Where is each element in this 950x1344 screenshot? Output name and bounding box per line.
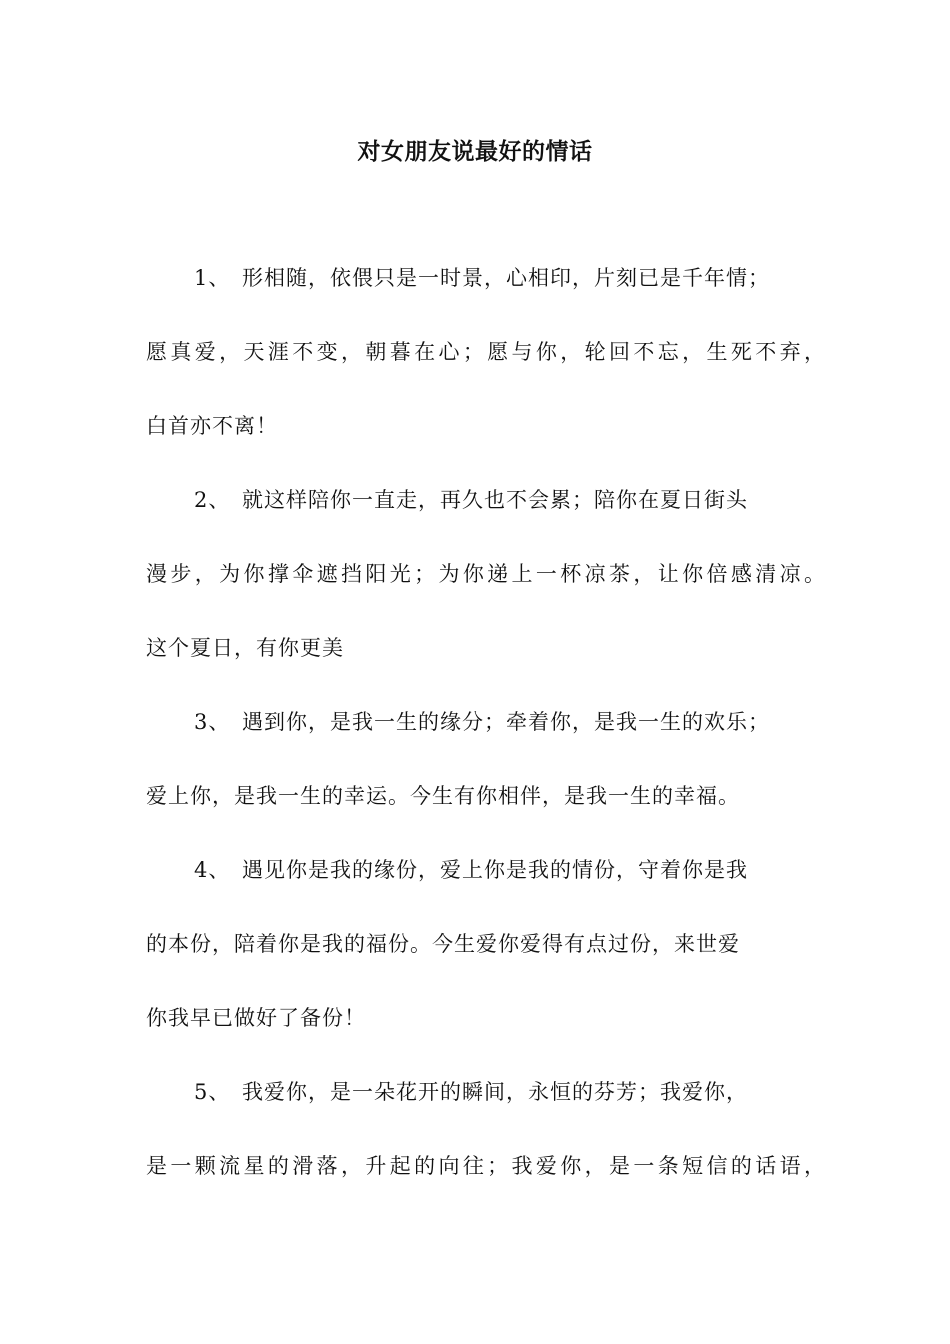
item-4-number: 4、	[194, 858, 231, 882]
item-1-line-3: 白首亦不离！	[146, 414, 278, 438]
item-4-line-2: 的本份，陪着你是我的福份。今生爱你爱得有点过份，来世爱	[146, 932, 740, 956]
item-1-line-1	[146, 260, 826, 296]
item-3-line-1	[146, 704, 826, 740]
item-2-line-3: 这个夏日，有你更美	[146, 636, 344, 660]
item-3-line-2: 爱上你，是我一生的幸运。今生有你相伴，是我一生的幸福。	[146, 784, 740, 808]
item-2-line-2: 漫步，为你撑伞遮挡阳光；为你递上一杯凉茶，让你倍感清凉。	[146, 562, 826, 586]
item-2-text-1: 就这样陪你一直走，再久也不会累；陪你在夏日街头	[242, 488, 748, 512]
item-5-text-1: 我爱你，是一朵花开的瞬间，永恒的芬芳；我爱你，	[242, 1080, 748, 1104]
item-4-line-3: 你我早已做好了备份！	[146, 1006, 366, 1030]
item-1-line-2: 愿真爱，天涯不变，朝暮在心；愿与你，轮回不忘，生死不弃，	[146, 340, 826, 364]
page-title: 对女朋友说最好的情话	[357, 139, 593, 165]
item-1-number: 1、	[194, 266, 231, 290]
item-1-text-1: 形相随，依偎只是一时景，心相印，片刻已是千年情；	[242, 266, 770, 290]
item-3-text-1: 遇到你，是我一生的缘分；牵着你，是我一生的欢乐；	[242, 710, 770, 734]
item-2-line-1	[146, 482, 826, 518]
item-4-line-1	[146, 852, 826, 888]
item-5-line-1	[146, 1074, 826, 1110]
item-2-number: 2、	[194, 488, 231, 512]
item-3-number: 3、	[194, 710, 231, 734]
item-4-text-1: 遇见你是我的缘份，爱上你是我的情份，守着你是我	[242, 858, 748, 882]
item-5-line-2: 是一颗流星的滑落，升起的向往；我爱你，是一条短信的话语，	[146, 1154, 826, 1178]
item-5-number: 5、	[194, 1080, 231, 1104]
